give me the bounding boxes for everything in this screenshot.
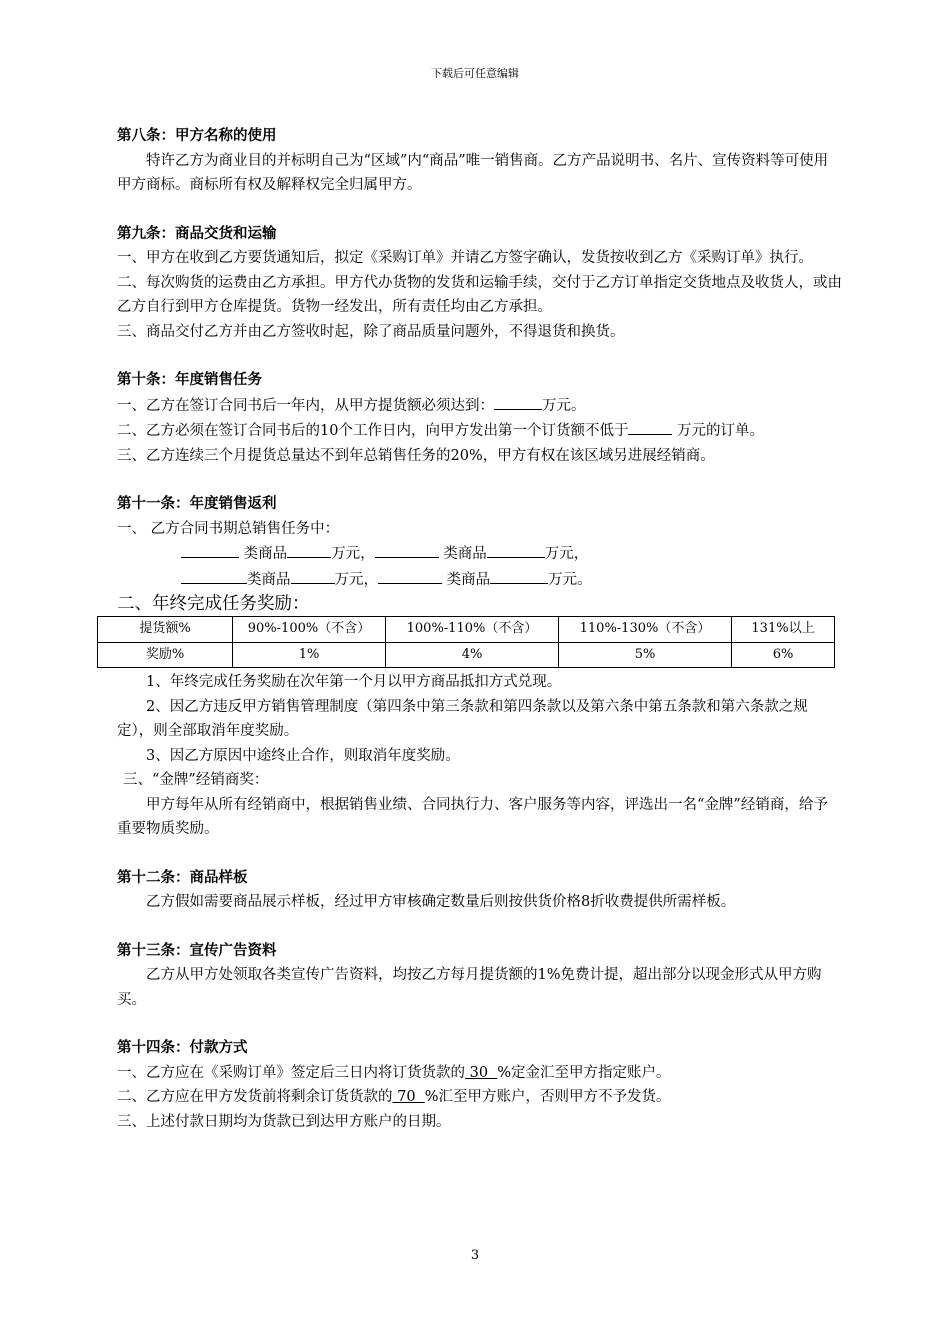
article-14-item-2 (117, 1085, 842, 1110)
blank-field (487, 541, 545, 558)
category-fill-row-1 (117, 541, 842, 567)
article-14-item-1 (117, 1061, 842, 1086)
article-11-title: 第十一条：年度销售返利 (117, 495, 277, 512)
year-end-reward-heading: 二、年终完成任务奖励： (117, 594, 310, 614)
article-10-title: 第十条：年度销售任务 (117, 371, 262, 388)
table-cell: 1% (233, 642, 386, 668)
article-9-title: 第九条：商品交货和运输 (117, 224, 277, 242)
blank-field (181, 541, 239, 558)
unit-label: 万元。 (548, 571, 592, 588)
blank-field (494, 393, 542, 410)
document-body (117, 124, 842, 1134)
table-cell: 100%-110%（不含） (386, 617, 559, 643)
deposit-percent-value: 30 (465, 1064, 498, 1081)
table-cell: 4% (386, 642, 559, 668)
article-9-item-3: 三、商品交付乙方并由乙方签收时起，除了商品质量问题外，不得退货和换货。 (117, 323, 625, 340)
article-12-title: 第十二条：商品样板 (117, 868, 248, 886)
article-10-item-1 (117, 393, 842, 419)
reward-note-2: 2、因乙方违反甲方销售管理制度（第四条中第三条款和第四条款以及第六条中第五条款和第六条款之规定），则全部取消年度奖励。 (117, 698, 808, 739)
article-9-item-2: 二、每次购货的运费由乙方承担。甲方代办货物的发货和运输手续，交付于乙方订单指定交货地点及收货人，或由乙方自行到甲方仓库提货。货物一经发出，所有责任均由乙方承担。 (117, 274, 842, 315)
table-cell: 110%-130%（不含） (559, 617, 732, 643)
blank-field (378, 567, 442, 584)
table-cell: 6% (732, 642, 835, 668)
blank-field (375, 541, 439, 558)
unit-label: 万元， (544, 546, 589, 562)
article-14-item-1-suffix: %定金汇至甲方指定账户。 (497, 1064, 671, 1081)
unit-label: 万元， (334, 571, 378, 588)
article-9-item-1: 一、甲方在收到乙方要货通知后，拟定《采购订单》并请乙方签字确认，发货按收到乙方《采购订单》执行。 (117, 250, 813, 266)
reward-note-1: 1、年终完成任务奖励在次年第一个月以甲方商品抵扣方式兑现。 (146, 674, 562, 690)
page-number: 3 (470, 1248, 480, 1263)
blank-field (490, 567, 548, 584)
article-14-item-3: 三、上述付款日期均为货款已到达甲方账户的日期。 (117, 1113, 451, 1130)
category-fill-row-2 (117, 567, 842, 593)
page-header: 下载后可任意编辑 (431, 67, 519, 80)
article-13-title: 第十三条：宣传广告资料 (117, 941, 277, 959)
blank-field (181, 567, 247, 584)
reward-table (97, 616, 835, 668)
article-12-paragraph: 乙方假如需要商品展示样板，经过甲方审核确定数量后则按供货价格8折收费提供所需样板。 (146, 894, 736, 910)
article-10-item-2 (117, 418, 842, 444)
balance-percent-value: 70 (392, 1089, 425, 1105)
reward-table-row (98, 642, 835, 668)
article-10-item-1-unit: 万元。 (542, 397, 586, 414)
table-cell: 5% (559, 642, 732, 668)
blank-field (291, 567, 335, 584)
category-label: 类商品 (243, 546, 288, 562)
article-14-item-2-suffix: %汇至甲方账户，否则甲方不予发货。 (424, 1089, 671, 1105)
unit-label: 万元， (331, 546, 375, 562)
blank-field (287, 541, 331, 558)
category-label: 类商品 (247, 571, 291, 588)
article-8-title: 第八条：甲方名称的使用 (117, 127, 277, 144)
article-14-item-2-text: 二、乙方应在甲方发货前将剩余订货货款的 (117, 1089, 393, 1105)
article-11-item-1: 一、 乙方合同书期总销售任务中： (117, 520, 340, 537)
table-cell: 131%以上 (732, 617, 835, 643)
reward-note-3: 3、因乙方原因中途终止合作，则取消年度奖励。 (146, 747, 460, 764)
category-label: 类商品 (446, 571, 491, 588)
article-14-item-1-text: 一、乙方应在《采购订单》签定后三日内将订货货款的 (117, 1064, 465, 1081)
article-13-paragraph: 乙方从甲方处领取各类宣传广告资料，均按乙方每月提货额的1%免费计提，超出部分以现金形式从甲方购买。 (117, 967, 822, 1008)
article-8-paragraph: 特许乙方为商业目的并标明自己为“区域”内“商品”唯一销售商。乙方产品说明书、名片、宣传资料等可使用甲方商标。商标所有权及解释权完全归属甲方。 (117, 152, 829, 193)
table-cell: 90%-100%（不含） (233, 617, 386, 643)
blank-field (628, 418, 672, 435)
table-cell: 提货额% (98, 617, 233, 643)
reward-table-header-row (98, 617, 835, 643)
table-cell: 奖励% (98, 642, 233, 668)
article-10-item-1-text: 一、乙方在签订合同书后一年内，从甲方提货额必须达到： (117, 397, 494, 414)
category-label: 类商品 (443, 546, 487, 562)
gold-dealer-paragraph: 甲方每年从所有经销商中，根据销售业绩、合同执行力、客户服务等内容，评选出一名“金牌”经销商，给予重要物质奖励。 (117, 796, 828, 837)
article-10-item-2-text: 二、乙方必须在签订合同书后的10个工作日内，向甲方发出第一个订货额不低于 (117, 423, 629, 439)
article-10-item-3: 三、乙方连续三个月提货总量达不到年总销售任务的20%，甲方有权在该区域另进展经销商。 (117, 447, 715, 464)
gold-dealer-heading: 三、“金牌”经销商奖： (123, 772, 269, 788)
article-10-item-2-unit: 万元的订单。 (672, 423, 765, 439)
article-14-title: 第十四条：付款方式 (117, 1039, 248, 1056)
